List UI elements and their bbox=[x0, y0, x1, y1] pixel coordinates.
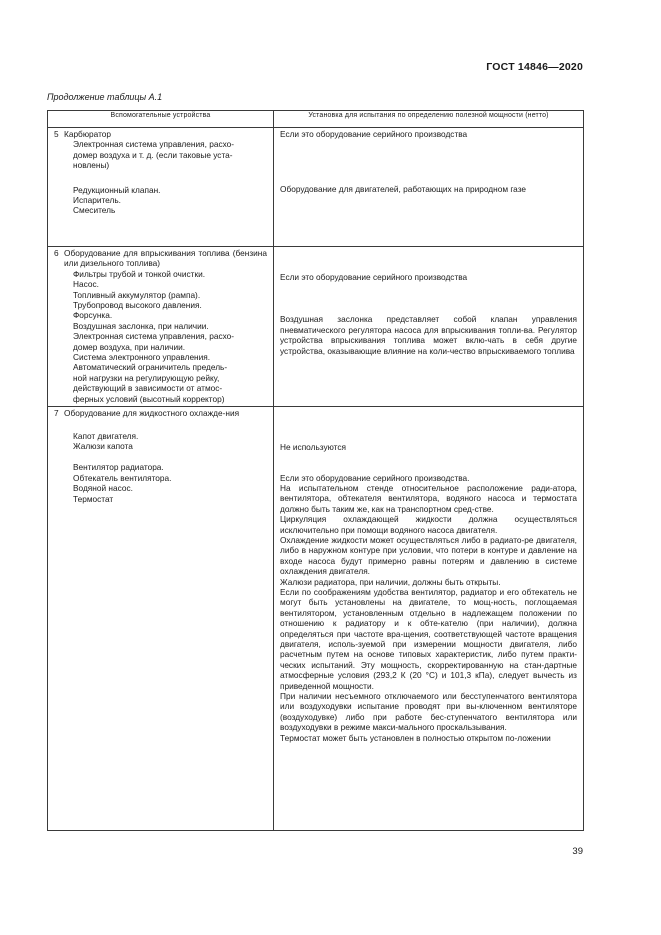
list-item: ферных условий (высотный корректор) bbox=[73, 393, 225, 404]
table-header-row bbox=[48, 111, 584, 128]
paragraph: Если это оборудование серийного производства. bbox=[280, 472, 470, 483]
list-item: Редукционный клапан. bbox=[73, 184, 161, 195]
table-caption: Продолжение таблицы А.1 bbox=[47, 92, 163, 102]
list-item: Испаритель. bbox=[73, 195, 121, 206]
row-number: 7 bbox=[54, 408, 59, 419]
paragraph: Воздушная заслонка представляет собой клапан управления пневматического регулятора насоса для впрыскивания топли-ва. Регулятор устройства впрыскивания топлива может вклю-чать в себя другие устройства, оказывающие влияние на коли-чество впрыскиваемого топлива bbox=[280, 314, 577, 356]
paragraph: Охлаждение жидкости может осуществляться либо в радиато-ре двигателя, либо в наружном контуре при условии, что потери в контуре и давление на входе насоса будут примерно равны потерям и давлению в системе охлаждения двигателя. bbox=[280, 534, 577, 577]
paragraph: Термостат может быть установлен в полностью открытом по-ложении bbox=[280, 732, 551, 743]
list-item: Электронная система управления, расхо- bbox=[73, 331, 235, 342]
list-item: Топливный аккумулятор (рампа). bbox=[73, 289, 201, 300]
list-item: Смеситель bbox=[73, 205, 116, 216]
row-title: Карбюратор bbox=[64, 129, 112, 139]
row6-right-cell bbox=[274, 247, 584, 407]
list-item: ной нагрузки на регулирующую рейку, bbox=[73, 372, 220, 383]
table-row bbox=[48, 128, 584, 247]
list-item: домер воздуха, при наличии. bbox=[73, 341, 186, 352]
paragraph: На испытательном стенде относительное расположение ради-атора, вентилятора, обтекателя вентилятора, водяного насоса и термостата должно быть таким же, как на транспортном сред-стве. bbox=[280, 482, 577, 514]
list-item: Воздушная заслонка, при наличии. bbox=[73, 320, 209, 331]
row6-left-cell bbox=[48, 247, 274, 407]
list-item: новлены) bbox=[73, 160, 110, 171]
paragraph: Если это оборудование серийного производства bbox=[280, 129, 468, 139]
page-number: 39 bbox=[572, 846, 583, 857]
paragraph: Циркуляция охлаждающей жидкости должна осуществляться исключительно при помощи водяного насоса двигателя. bbox=[280, 514, 577, 535]
row5-right-cell bbox=[274, 128, 584, 247]
column-header-devices: Вспомогательные устройства bbox=[48, 111, 274, 128]
row7-right-cell bbox=[274, 407, 584, 831]
paragraph: Если по соображениям удобства вентилятор, радиатор и его обтекатель не могут быть установлены на двигателе, то мощ-ность, поглощаемая вентилятором, установленным отдельно в надлежащем положении по отношению к радиатору и к обте-кателю (при наличии), должна определяться при частоте вра-щения, соответствующей частоте вращения двигателя, исполь-зуемой при измерении мощности двигателя, либо расчетным путем на основе типовых характеристик, либо путем практи-ческих испытаний. Эту мощность, скорректированную на стан-дартные атмосферные условия (293,2 К (20 °С) и 101,3 кПа), следует вычесть из приведенной мощности. bbox=[280, 586, 577, 691]
table-row bbox=[48, 247, 584, 407]
row-title: Оборудование для впрыскивания топлива (бензина или дизельного топлива) bbox=[64, 248, 267, 269]
list-item: домер воздуха и т. д. (если таковые уста- bbox=[73, 149, 233, 160]
list-item: Электронная система управления, расхо- bbox=[73, 139, 235, 150]
equipment-table bbox=[47, 110, 584, 831]
list-item: Жалюзи капота bbox=[73, 440, 133, 451]
table-row bbox=[48, 407, 584, 831]
list-item: Система электронного управления. bbox=[73, 352, 211, 363]
row7-left-cell bbox=[48, 407, 274, 831]
list-item: действующий в зависимости от атмос- bbox=[73, 383, 223, 394]
paragraph: Не используются bbox=[280, 442, 347, 453]
list-item: Форсунка. bbox=[73, 310, 113, 321]
list-item: Термостат bbox=[73, 493, 114, 504]
list-item: Фильтры трубой и тонкой очистки. bbox=[73, 268, 206, 279]
list-item: Обтекатель вентилятора. bbox=[73, 472, 172, 483]
list-item: Автоматический ограничитель предель- bbox=[73, 362, 228, 373]
standard-number: ГОСТ 14846—2020 bbox=[486, 61, 583, 73]
paragraph: Жалюзи радиатора, при наличии, должны быть открыты. bbox=[280, 576, 501, 587]
list-item: Вентилятор радиатора. bbox=[73, 462, 164, 473]
row5-left-cell bbox=[48, 128, 274, 247]
row-title: Оборудование для жидкостного охлажде-ния bbox=[64, 408, 240, 419]
row-number: 6 bbox=[54, 248, 59, 258]
list-item: Водяной насос. bbox=[73, 483, 133, 494]
paragraph: Если это оборудование серийного производства bbox=[280, 272, 468, 282]
list-item: Трубопровод высокого давления. bbox=[73, 300, 202, 311]
column-header-test-setup: Установка для испытания по определению полезной мощности (нетто) bbox=[274, 111, 584, 128]
list-item: Насос. bbox=[73, 279, 99, 290]
paragraph: При наличии несъемного отключаемого или бесступенчатого вентилятора или воздуходувки испытание проводят при вы-ключенном вентиляторе (воздуходувке) либо при работе бес-ступенчатого вентилятора или воздуходувки в режиме макси-мального проскальзывания. bbox=[280, 691, 577, 733]
paragraph: Оборудование для двигателей, работающих на природном газе bbox=[280, 184, 527, 195]
row-number: 5 bbox=[54, 129, 59, 139]
list-item: Капот двигателя. bbox=[73, 430, 139, 441]
